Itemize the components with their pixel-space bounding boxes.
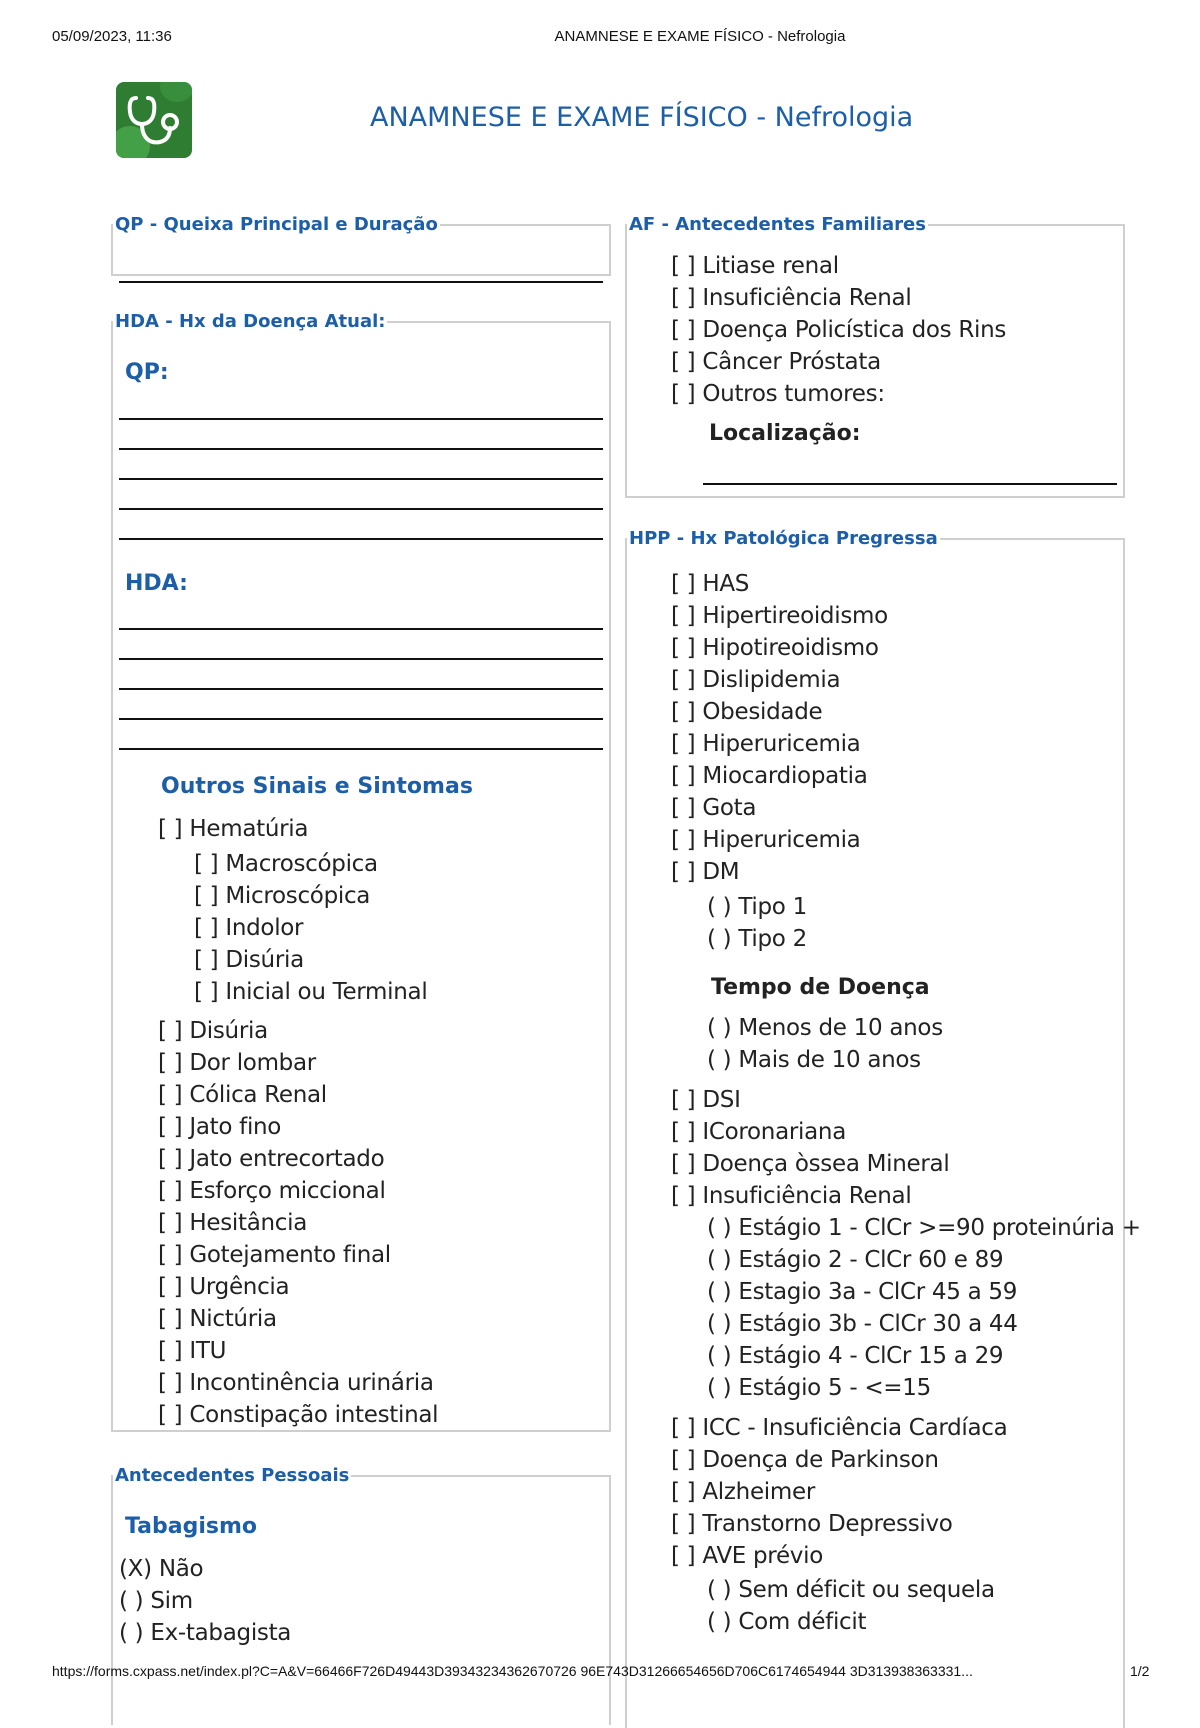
qp-line[interactable] <box>119 508 603 510</box>
checkbox-jato-entrecortado[interactable]: [ ] Jato entrecortado <box>158 1146 385 1172</box>
checkbox-icc[interactable]: [ ] ICC - Insuficiência Cardíaca <box>671 1415 1008 1441</box>
checkbox-nicturia[interactable]: [ ] Nictúria <box>158 1306 277 1332</box>
hda-legend: HDA - Hx da Doença Atual: <box>115 311 386 332</box>
qp-line[interactable] <box>119 448 603 450</box>
radio-estagio-2[interactable]: ( ) Estágio 2 - ClCr 60 e 89 <box>707 1247 1004 1273</box>
checkbox-dm[interactable]: [ ] DM <box>671 859 740 885</box>
checkbox-insuficiencia-renal[interactable]: [ ] Insuficiência Renal <box>671 1183 912 1209</box>
checkbox-hipertireoidismo[interactable]: [ ] Hipertireoidismo <box>671 603 888 629</box>
checkbox-indolor[interactable]: [ ] Indolor <box>194 915 304 941</box>
radio-estagio-3a[interactable]: ( ) Estagio 3a - ClCr 45 a 59 <box>707 1279 1018 1305</box>
checkbox-miocardiopatia[interactable]: [ ] Miocardiopatia <box>671 763 868 789</box>
tempo-doenca-title: Tempo de Doença <box>711 975 930 1000</box>
checkbox-gotejamento-final[interactable]: [ ] Gotejamento final <box>158 1242 391 1268</box>
checkbox-parkinson[interactable]: [ ] Doença de Parkinson <box>671 1447 939 1473</box>
checkbox-itu[interactable]: [ ] ITU <box>158 1338 227 1364</box>
qp-section <box>111 214 611 276</box>
print-title: ANAMNESE E EXAME FÍSICO - Nefrologia <box>554 28 846 45</box>
checkbox-obesidade[interactable]: [ ] Obesidade <box>671 699 823 725</box>
antecedentes-pessoais-section <box>111 1465 611 1725</box>
radio-estagio-4[interactable]: ( ) Estágio 4 - ClCr 15 a 29 <box>707 1343 1004 1369</box>
qp-line[interactable] <box>119 538 603 540</box>
checkbox-esforco-miccional[interactable]: [ ] Esforço miccional <box>158 1178 386 1204</box>
radio-menos-10-anos[interactable]: ( ) Menos de 10 anos <box>707 1015 943 1041</box>
checkbox-jato-fino[interactable]: [ ] Jato fino <box>158 1114 282 1140</box>
document-title: ANAMNESE E EXAME FÍSICO - Nefrologia <box>370 102 914 133</box>
qp-line[interactable] <box>119 478 603 480</box>
radio-dm-tipo-2[interactable]: ( ) Tipo 2 <box>707 926 807 952</box>
checkbox-dislipidemia[interactable]: [ ] Dislipidemia <box>671 667 841 693</box>
stethoscope-icon <box>116 82 192 158</box>
hda-line[interactable] <box>119 718 603 720</box>
hda-label: HDA: <box>125 571 188 596</box>
checkbox-doenca-policistica[interactable]: [ ] Doença Policística dos Rins <box>671 317 1007 343</box>
checkbox-insuficiencia-renal-af[interactable]: [ ] Insuficiência Renal <box>671 285 912 311</box>
checkbox-microscopica[interactable]: [ ] Microscópica <box>194 883 371 909</box>
hpp-legend: HPP - Hx Patológica Pregressa <box>629 528 938 549</box>
outros-title: Outros Sinais e Sintomas <box>161 774 473 799</box>
localizacao-line[interactable] <box>703 483 1117 485</box>
af-legend: AF - Antecedentes Familiares <box>629 214 926 235</box>
checkbox-ave-previo[interactable]: [ ] AVE prévio <box>671 1543 823 1569</box>
qp-legend: QP - Queixa Principal e Duração <box>115 214 438 235</box>
radio-mais-10-anos[interactable]: ( ) Mais de 10 anos <box>707 1047 921 1073</box>
tabagismo-title: Tabagismo <box>125 1514 258 1539</box>
radio-nao[interactable]: (X) Não <box>119 1556 204 1582</box>
print-date: 05/09/2023, 11:36 <box>52 28 172 45</box>
hda-qp-label: QP: <box>125 360 169 385</box>
checkbox-incontinencia[interactable]: [ ] Incontinência urinária <box>158 1370 434 1396</box>
ap-legend: Antecedentes Pessoais <box>115 1465 350 1486</box>
checkbox-hipotireoidismo[interactable]: [ ] Hipotireoidismo <box>671 635 879 661</box>
qp-answer-line[interactable] <box>119 281 603 283</box>
radio-estagio-1[interactable]: ( ) Estágio 1 - ClCr >=90 proteinúria + <box>707 1215 1141 1241</box>
checkbox-hesitancia[interactable]: [ ] Hesitância <box>158 1210 308 1236</box>
checkbox-constipacao[interactable]: [ ] Constipação intestinal <box>158 1402 439 1428</box>
checkbox-hiperuricemia[interactable]: [ ] Hiperuricemia <box>671 731 861 757</box>
checkbox-disuria[interactable]: [ ] Disúria <box>158 1018 268 1044</box>
checkbox-hiperuricemia-2[interactable]: [ ] Hiperuricemia <box>671 827 861 853</box>
checkbox-dsi[interactable]: [ ] DSI <box>671 1087 741 1113</box>
checkbox-gota[interactable]: [ ] Gota <box>671 795 757 821</box>
radio-com-deficit[interactable]: ( ) Com déficit <box>707 1609 867 1635</box>
checkbox-hematuria[interactable]: [ ] Hematúria <box>158 816 309 842</box>
print-page-number: 1/2 <box>1130 1663 1150 1679</box>
checkbox-alzheimer[interactable]: [ ] Alzheimer <box>671 1479 815 1505</box>
hda-line[interactable] <box>119 628 603 630</box>
checkbox-colica-renal[interactable]: [ ] Cólica Renal <box>158 1082 327 1108</box>
hda-section <box>111 311 611 1432</box>
hda-line[interactable] <box>119 658 603 660</box>
checkbox-has[interactable]: [ ] HAS <box>671 571 750 597</box>
qp-line[interactable] <box>119 418 603 420</box>
localizacao-label: Localização: <box>709 421 861 446</box>
radio-sim[interactable]: ( ) Sim <box>119 1588 193 1614</box>
checkbox-icoronariana[interactable]: [ ] ICoronariana <box>671 1119 846 1145</box>
radio-dm-tipo-1[interactable]: ( ) Tipo 1 <box>707 894 807 920</box>
radio-estagio-3b[interactable]: ( ) Estágio 3b - ClCr 30 a 44 <box>707 1311 1018 1337</box>
checkbox-macroscopica[interactable]: [ ] Macroscópica <box>194 851 378 877</box>
checkbox-doenca-ossea-mineral[interactable]: [ ] Doença òssea Mineral <box>671 1151 950 1177</box>
checkbox-urgencia[interactable]: [ ] Urgência <box>158 1274 290 1300</box>
hda-line[interactable] <box>119 748 603 750</box>
af-section <box>625 214 1125 498</box>
checkbox-disuria-hematuria[interactable]: [ ] Disúria <box>194 947 304 973</box>
checkbox-inicial-terminal[interactable]: [ ] Inicial ou Terminal <box>194 979 428 1005</box>
radio-estagio-5[interactable]: ( ) Estágio 5 - <=15 <box>707 1375 931 1401</box>
checkbox-cancer-prostata[interactable]: [ ] Câncer Próstata <box>671 349 881 375</box>
hda-line[interactable] <box>119 688 603 690</box>
checkbox-outros-tumores[interactable]: [ ] Outros tumores: <box>671 381 885 407</box>
radio-ex-tabagista[interactable]: ( ) Ex-tabagista <box>119 1620 292 1646</box>
checkbox-dor-lombar[interactable]: [ ] Dor lombar <box>158 1050 316 1076</box>
radio-sem-deficit[interactable]: ( ) Sem déficit ou sequela <box>707 1577 995 1603</box>
checkbox-litiase-renal[interactable]: [ ] Litiase renal <box>671 253 839 279</box>
print-url: https://forms.cxpass.net/index.pl?C=A&V=66466F726D49443D39343234362670726 96E743D31266654656D706C6174654944 3D313938363331... <box>52 1663 973 1679</box>
checkbox-transtorno-depressivo[interactable]: [ ] Transtorno Depressivo <box>671 1511 953 1537</box>
